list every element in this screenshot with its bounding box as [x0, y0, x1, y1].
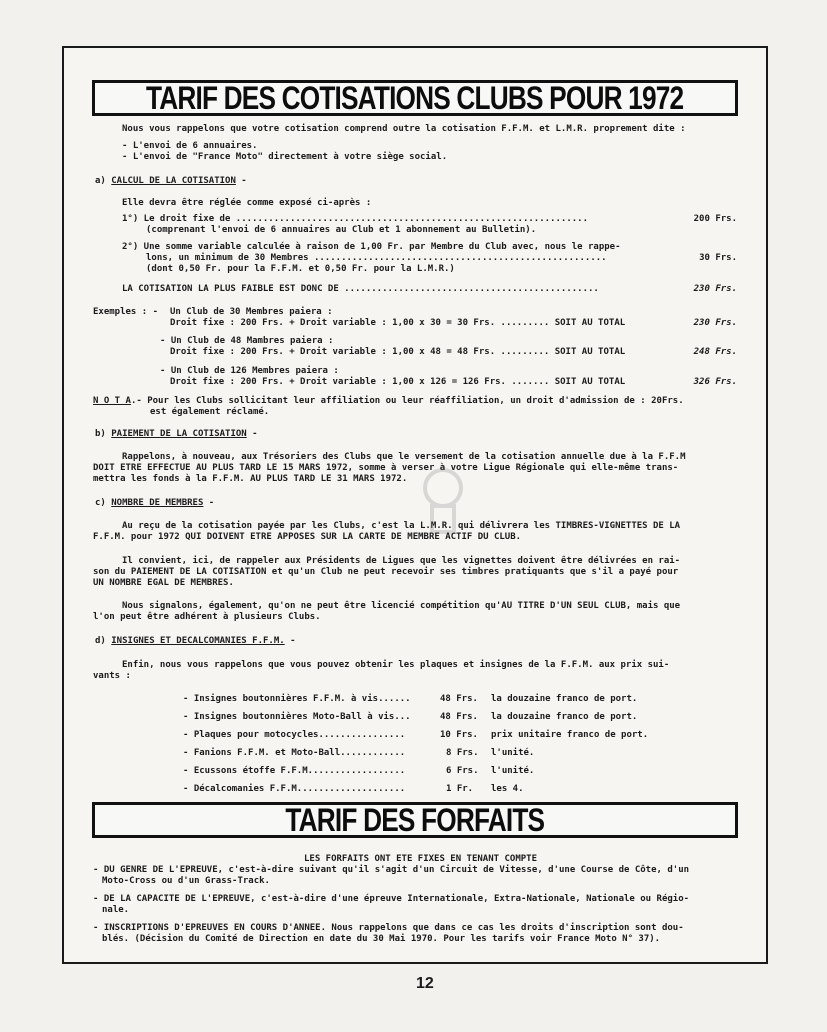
nota-line-2: est également réclamé.	[150, 407, 270, 417]
example-calc: Droit fixe : 200 Frs. + Droit variable : 1,00 x 30 = 30 Frs. ......... SOIT AU TOTAL	[170, 318, 626, 328]
section-c-text: UN NOMBRE EGAL DE MEMBRES.	[93, 578, 234, 588]
section-b-text: Rappelons, à nouveau, aux Trésoriers des Clubs que le versement de la cotisation annuelle due à la F.F.M	[122, 452, 686, 462]
price-item: - Plaques pour motocycles................	[183, 730, 406, 740]
price-value: 8 Frs.	[446, 748, 479, 758]
section-a-heading: a) CALCUL DE LA COTISATION -	[95, 176, 247, 186]
section-c-text: F.F.M. pour 1972 QUI DOIVENT ETRE APPOSES SUR LA CARTE DE MEMBRE ACTIF DU CLUB.	[93, 532, 522, 542]
price-note: les 4.	[491, 784, 524, 794]
price-value: 6 Frs.	[446, 766, 479, 776]
section-b-text: mettra les fonds à la F.F.M. AU PLUS TARD LE 31 MARS 1972.	[93, 474, 408, 484]
section-d-text: vants :	[93, 671, 131, 681]
section-c-text: son du PAIEMENT DE LA COTISATION et qu'un Club ne peut recevoir ses timbres pratiquants que s'il a payé pour	[93, 567, 679, 577]
price-value: 48 Frs.	[440, 694, 478, 704]
section-c-text: Nous signalons, également, qu'on ne peut être licencié compétition qu'AU TITRE D'UN SEUL CLUB, mais que	[122, 601, 681, 611]
forfaits-item: - DE LA CAPACITE DE L'EPREUVE, c'est-à-dire d'une épreuve Internationale, Extra-Nationale, Nationale ou Régio-	[93, 894, 690, 904]
price-note: prix unitaire franco de port.	[491, 730, 649, 740]
nota-line: N O T A.- Pour les Clubs sollicitant leur affiliation ou leur réaffiliation, un droit d'admission de : 20Frs.	[93, 396, 684, 406]
price-value: 1 Fr.	[446, 784, 474, 794]
price-item: - Insignes boutonnières F.F.M. à vis......	[183, 694, 411, 704]
page-number: 12	[416, 975, 434, 992]
intro-item: - L'envoi de "France Moto" directement à votre siège social.	[122, 152, 448, 162]
section-c-text: l'on peut être adhérent à plusieurs Clubs.	[93, 612, 321, 622]
forfaits-item: nale.	[102, 905, 130, 915]
section-d-text: Enfin, nous vous rappelons que vous pouvez obtenir les plaques et insignes de la F.F.M. aux prix sui-	[122, 660, 670, 670]
variable-fee-line: 2°) Une somme variable calculée à raison de 1,00 Fr. par Membre du Club avec, nous le rappe-	[122, 242, 621, 252]
watermark-logo	[418, 466, 468, 536]
section-b-text: DOIT ETRE EFFECTUE AU PLUS TARD LE 15 MARS 1972, somme à verser à votre Ligue Régionale qui elle-même trans-	[93, 463, 679, 473]
forfaits-item: blés. (Décision du Comité de Direction en date du 30 Mai 1970. Pour les tarifs voir France Moto N° 37).	[102, 934, 661, 944]
example-title: Un Club de 30 Membres paiera :	[170, 307, 333, 317]
forfaits-item: - DU GENRE DE L'EPREUVE, c'est-à-dire suivant qu'il s'agit d'un Circuit de Vitesse, d'une Course de Côte, d'un	[93, 865, 690, 875]
section-c-text: Au reçu de la cotisation payée par les Clubs, c'est la L.M.R. qui délivrera les TIMBRES-VIGNETTES DE LA	[122, 521, 681, 531]
price-value: 48 Frs.	[440, 712, 478, 722]
section-c-text: Il convient, ici, de rappeler aux Présidents de Ligues que les vignettes doivent être délivrées en rai-	[122, 556, 681, 566]
section-d-heading: d) INSIGNES ET DECALCOMANIES F.F.M. -	[95, 636, 296, 646]
section-d-title: INSIGNES ET DECALCOMANIES F.F.M.	[111, 636, 285, 646]
price-item: - Ecussons étoffe F.F.M..................	[183, 766, 406, 776]
lowest-fee-line: LA COTISATION LA PLUS FAIBLE EST DONC DE ...............................................	[122, 284, 599, 294]
price-note: l'unité.	[491, 766, 535, 776]
title-banner-forfaits	[92, 802, 738, 838]
price-note: la douzaine franco de port.	[491, 694, 638, 704]
intro-item: - L'envoi de 6 annuaires.	[122, 141, 258, 151]
banner-title: TARIF DES COTISATIONS CLUBS POUR 1972	[146, 79, 684, 116]
title-banner-cotisations	[92, 80, 738, 116]
forfaits-item: Moto-Cross ou d'un Grass-Track.	[102, 876, 270, 886]
example-total: 326 Frs.	[693, 377, 737, 387]
lowest-fee-amount: 230 Frs.	[693, 284, 737, 294]
variable-fee-line: lons, un minimum de 30 Membres ......................................................	[146, 253, 607, 263]
section-c-title: NOMBRE DE MEMBRES	[111, 498, 204, 508]
banner-title: TARIF DES FORFAITS	[285, 801, 545, 838]
fixed-fee-line: 1°) Le droit fixe de .................................................................	[122, 214, 588, 224]
example-calc: Droit fixe : 200 Frs. + Droit variable : 1,00 x 48 = 48 Frs. ......... SOIT AU TOTAL	[170, 347, 626, 357]
section-a-intro: Elle devra être réglée comme exposé ci-après :	[122, 198, 372, 208]
nota-label: N O T A	[93, 396, 131, 406]
examples-label: Exemples : -	[93, 307, 159, 317]
variable-fee-amount: 30 Frs.	[699, 253, 737, 263]
example-title: - Un Club de 126 Membres paiera :	[160, 366, 339, 376]
section-b-heading: b) PAIEMENT DE LA COTISATION -	[95, 429, 258, 439]
fixed-fee-amount: 200 Frs.	[693, 214, 737, 224]
price-item: - Décalcomanies F.F.M....................	[183, 784, 406, 794]
forfaits-item: - INSCRIPTIONS D'EPREUVES EN COURS D'ANNEE. Nous rappelons que dans ce cas les droits d'inscription sont dou-	[93, 923, 684, 933]
variable-fee-note: (dont 0,50 Fr. pour la F.F.M. et 0,50 Fr. pour la L.M.R.)	[146, 264, 455, 274]
example-title: - Un Club de 48 Mambres paiera :	[160, 336, 334, 346]
section-c-heading: c) NOMBRE DE MEMBRES -	[95, 498, 215, 508]
price-note: l'unité.	[491, 748, 535, 758]
price-item: - Fanions F.F.M. et Moto-Ball............	[183, 748, 406, 758]
forfaits-heading: LES FORFAITS ONT ETE FIXES EN TENANT COMPTE	[304, 854, 537, 864]
fixed-fee-note: (comprenant l'envoi de 6 annuaires au Club et 1 abonnement au Bulletin).	[146, 225, 537, 235]
example-calc: Droit fixe : 200 Frs. + Droit variable : 1,00 x 126 = 126 Frs. ....... SOIT AU TOTAL	[170, 377, 626, 387]
example-total: 248 Frs.	[693, 347, 737, 357]
price-item: - Insignes boutonnières Moto-Ball à vis...	[183, 712, 411, 722]
price-value: 10 Frs.	[440, 730, 478, 740]
price-note: la douzaine franco de port.	[491, 712, 638, 722]
example-total: 230 Frs.	[693, 318, 737, 328]
intro-text: Nous vous rappelons que votre cotisation comprend outre la cotisation F.F.M. et L.M.R. proprement dite :	[122, 124, 686, 134]
section-b-title: PAIEMENT DE LA COTISATION	[111, 429, 247, 439]
section-a-title: CALCUL DE LA COTISATION	[111, 176, 236, 186]
